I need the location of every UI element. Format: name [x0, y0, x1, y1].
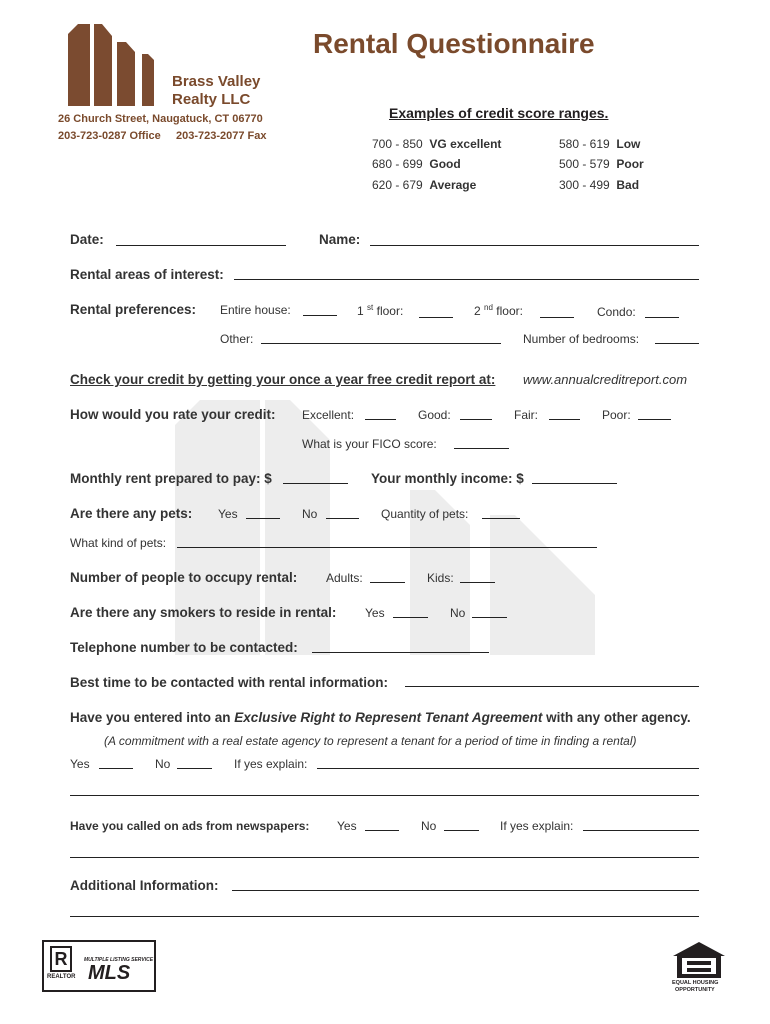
agreement-explain-field-2[interactable]	[70, 795, 699, 796]
range-value: 680 - 699	[372, 157, 423, 171]
watermark-logo	[170, 395, 600, 665]
range-label: Poor	[616, 157, 644, 171]
newspapers-explain-field-2[interactable]	[70, 857, 699, 858]
check-credit-label: Check your credit by getting your once a year free credit report at:	[70, 372, 496, 387]
equal-housing-logo	[670, 940, 728, 995]
monthly-income-label: Your monthly income: $	[371, 471, 524, 486]
range-label: VG excellent	[429, 137, 502, 151]
other-field[interactable]	[261, 343, 501, 344]
range-value: 620 - 679	[372, 178, 423, 192]
first-floor-field[interactable]	[419, 317, 453, 318]
opportunity-text: OPPORTUNITY	[675, 987, 715, 993]
first-floor-label: floor:	[376, 304, 404, 318]
mls-small-text: MULTIPLE LISTING SERVICE	[84, 957, 154, 963]
pets-yes-label: Yes	[218, 507, 238, 521]
people-label: Number of people to occupy rental:	[70, 570, 298, 585]
date-label: Date:	[70, 232, 104, 247]
telephone-field[interactable]	[312, 652, 489, 653]
newspapers-no-label: No	[421, 819, 437, 833]
name-field[interactable]	[370, 245, 699, 246]
realtor-mls-logo	[42, 940, 156, 992]
smokers-no-label: No	[450, 606, 466, 620]
pets-label: Are there any pets:	[70, 506, 193, 521]
newspapers-explain-label: If yes explain:	[500, 819, 574, 833]
company-name-2: Realty LLC	[172, 91, 251, 108]
agreement-explain-field[interactable]	[317, 768, 699, 769]
condo-label: Condo:	[597, 305, 636, 319]
monthly-rent-field[interactable]	[283, 483, 348, 484]
condo-field[interactable]	[645, 317, 679, 318]
agreement-text-c: with any other agency.	[542, 710, 691, 725]
best-time-field[interactable]	[405, 686, 699, 687]
range-label: Good	[429, 157, 461, 171]
range-value: 500 - 579	[559, 157, 610, 171]
range-value: 700 - 850	[372, 137, 423, 151]
additional-label: Additional Information:	[70, 878, 219, 893]
additional-field-2[interactable]	[70, 916, 699, 917]
agreement-text-b: Exclusive Right to Represent Tenant Agreement	[234, 710, 543, 725]
equal-housing-text: EQUAL HOUSING	[672, 980, 719, 986]
entire-house-label: Entire house:	[220, 303, 291, 317]
equal-housing-icon	[670, 940, 728, 980]
name-label: Name:	[319, 232, 361, 247]
company-name-1: Brass Valley	[172, 73, 261, 90]
newspapers-yes-label: Yes	[337, 819, 357, 833]
bedrooms-field[interactable]	[655, 343, 699, 344]
credit-ranges-heading: Examples of credit score ranges.	[389, 105, 609, 121]
kids-field[interactable]	[460, 582, 495, 583]
second-floor-sup: nd	[484, 303, 493, 312]
bedrooms-label: Number of bedrooms:	[523, 332, 640, 346]
fair-field[interactable]	[549, 419, 580, 420]
monthly-income-field[interactable]	[532, 483, 617, 484]
range-value: 580 - 619	[559, 137, 610, 151]
commitment-note: (A commitment with a real estate agency to represent a tenant for a period of time in finding a rental)	[104, 734, 637, 748]
best-time-label: Best time to be contacted with rental information:	[70, 675, 389, 690]
fico-field[interactable]	[454, 448, 509, 449]
agreement-explain-label: If yes explain:	[234, 757, 308, 771]
telephone-label: Telephone number to be contacted:	[70, 640, 298, 655]
range-label: Bad	[616, 178, 640, 192]
poor-field[interactable]	[638, 419, 671, 420]
newspapers-explain-field[interactable]	[583, 830, 699, 831]
newspapers-no-field[interactable]	[444, 830, 479, 831]
adults-field[interactable]	[370, 582, 405, 583]
excellent-field[interactable]	[365, 419, 396, 420]
kids-label: Kids:	[427, 571, 454, 585]
pets-no-label: No	[302, 507, 318, 521]
mls-text: MLS	[88, 962, 131, 984]
building-logo-icon	[68, 22, 168, 107]
smokers-label: Are there any smokers to reside in rental:	[70, 605, 337, 620]
smokers-yes-field[interactable]	[393, 617, 428, 618]
good-field[interactable]	[460, 419, 492, 420]
smokers-no-field[interactable]	[472, 617, 507, 618]
areas-label: Rental areas of interest:	[70, 267, 224, 282]
range-value: 300 - 499	[559, 178, 610, 192]
kind-pets-label: What kind of pets:	[70, 536, 167, 550]
company-fax: 203-723-2077 Fax	[176, 130, 267, 142]
date-field[interactable]	[116, 245, 286, 246]
entire-house-field[interactable]	[303, 315, 337, 316]
smokers-yes-label: Yes	[365, 606, 385, 620]
second-floor-number: 2	[474, 304, 481, 318]
page-title: Rental Questionnaire	[313, 28, 595, 59]
preferences-label: Rental preferences:	[70, 302, 197, 317]
areas-field[interactable]	[234, 279, 699, 280]
kind-pets-field[interactable]	[177, 547, 597, 548]
good-label: Good:	[418, 408, 451, 422]
realtor-text: REALTOR	[47, 974, 76, 980]
fair-label: Fair:	[514, 408, 538, 422]
agreement-question	[70, 710, 691, 725]
other-label: Other:	[220, 332, 254, 346]
newspapers-label: Have you called on ads from newspapers:	[70, 819, 310, 833]
realtor-r-icon: R	[50, 946, 72, 972]
first-floor-sup: st	[367, 303, 374, 312]
pets-yes-field[interactable]	[246, 518, 280, 519]
agreement-no-label: No	[155, 757, 171, 771]
agreement-yes-label: Yes	[70, 757, 90, 771]
second-floor-label: floor:	[496, 304, 523, 318]
agreement-text-a: Have you entered into an	[70, 710, 235, 725]
excellent-label: Excellent:	[302, 408, 355, 422]
pets-no-field[interactable]	[326, 518, 359, 519]
monthly-rent-label: Monthly rent prepared to pay: $	[70, 471, 272, 486]
company-phone: 203-723-0287 Office	[58, 130, 161, 142]
range-label: Average	[429, 178, 477, 192]
credit-report-link[interactable]: www.annualcreditreport.com	[523, 372, 688, 387]
rate-credit-label: How would you rate your credit:	[70, 407, 276, 422]
adults-label: Adults:	[326, 571, 363, 585]
newspapers-yes-field[interactable]	[365, 830, 399, 831]
second-floor-field[interactable]	[540, 317, 574, 318]
first-floor-number: 1	[357, 304, 364, 318]
fico-label: What is your FICO score:	[302, 437, 437, 451]
qty-pets-field[interactable]	[482, 518, 520, 519]
agreement-yes-field[interactable]	[99, 768, 133, 769]
range-label: Low	[616, 137, 641, 151]
agreement-no-field[interactable]	[177, 768, 212, 769]
additional-field[interactable]	[232, 890, 699, 891]
poor-label: Poor:	[602, 408, 631, 422]
qty-pets-label: Quantity of pets:	[381, 507, 469, 521]
company-address: 26 Church Street, Naugatuck, CT 06770	[58, 113, 263, 125]
